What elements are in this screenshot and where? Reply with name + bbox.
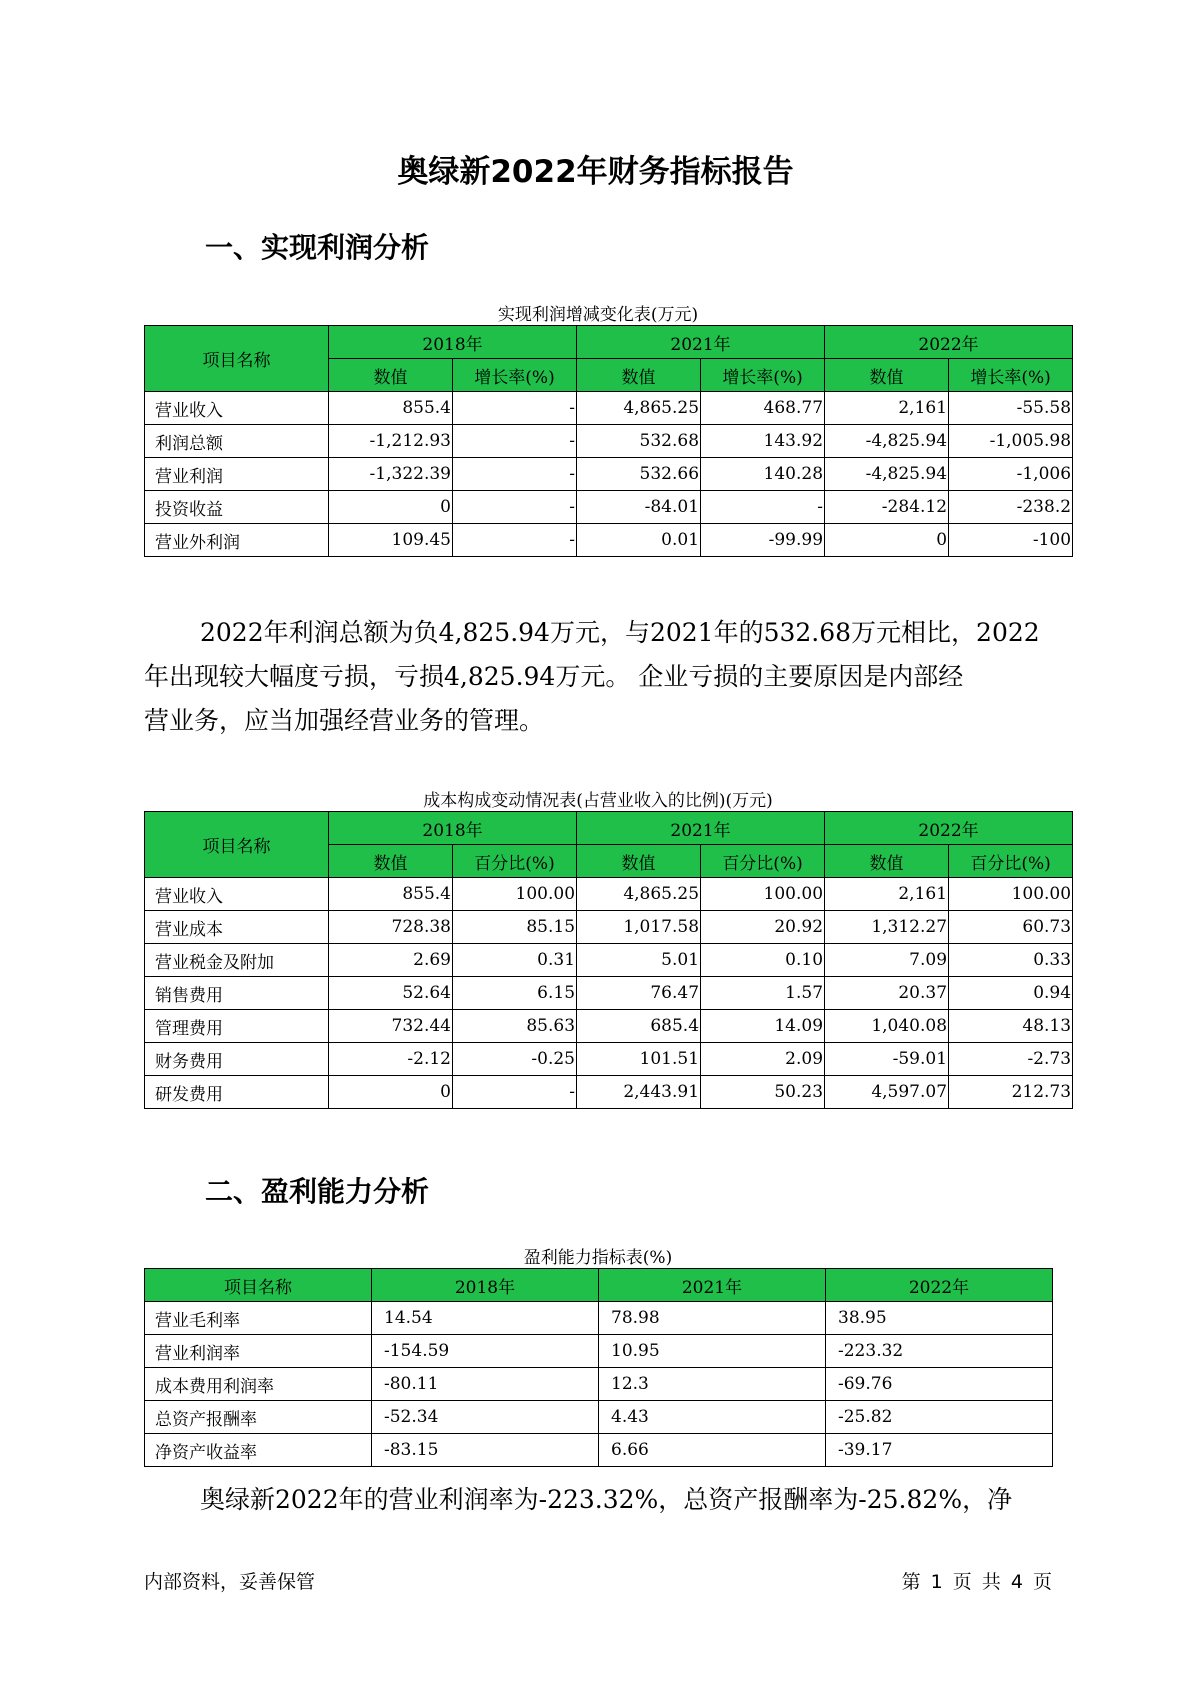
value-cell: 4,865.25: [577, 878, 701, 911]
row-label-cell: 销售费用: [145, 977, 329, 1010]
paragraph-line: 年出现较大幅度亏损，亏损4,825.94万元。 企业亏损的主要原因是内部经: [144, 662, 964, 691]
value-cell: 1,040.08: [825, 1010, 949, 1043]
value-cell: 0: [329, 491, 453, 524]
value-cell: 14.09: [701, 1010, 825, 1043]
row-label-cell: 管理费用: [145, 1010, 329, 1043]
section-heading-profitability: 二、盈利能力分析: [205, 1175, 430, 1208]
value-cell: -223.32: [826, 1335, 1053, 1368]
value-cell: -154.59: [372, 1335, 599, 1368]
value-cell: 5.01: [577, 944, 701, 977]
value-cell: 4,597.07: [825, 1076, 949, 1109]
table-row: [145, 1010, 1073, 1043]
value-cell: 85.15: [453, 911, 577, 944]
value-cell: 4.43: [599, 1401, 826, 1434]
row-label-cell: 营业成本: [145, 911, 329, 944]
row-label-cell: 总资产报酬率: [145, 1401, 372, 1434]
value-cell: 532.66: [577, 458, 701, 491]
header-year: 2021年: [599, 1269, 826, 1302]
row-label-cell: 财务费用: [145, 1043, 329, 1076]
table-row: [145, 944, 1073, 977]
value-cell: -: [453, 425, 577, 458]
value-cell: -69.76: [826, 1368, 1053, 1401]
header-percentage: 百分比(%): [949, 845, 1073, 878]
row-label-cell: 营业利润: [145, 458, 329, 491]
value-cell: -2.73: [949, 1043, 1073, 1076]
paragraph-line: 营业务，应当加强经营业务的管理。: [144, 706, 545, 735]
header-percentage: 百分比(%): [701, 845, 825, 878]
header-value: 数值: [825, 845, 949, 878]
value-cell: 0: [329, 1076, 453, 1109]
value-cell: 0.33: [949, 944, 1073, 977]
value-cell: 0.10: [701, 944, 825, 977]
value-cell: -: [453, 458, 577, 491]
row-label-cell: 营业利润率: [145, 1335, 372, 1368]
value-cell: 100.00: [701, 878, 825, 911]
row-label-cell: 营业收入: [145, 878, 329, 911]
table3-caption: 盈利能力指标表(%): [523, 1248, 673, 1268]
value-cell: 14.54: [372, 1302, 599, 1335]
profit-change-table: [144, 325, 1073, 557]
value-cell: 20.92: [701, 911, 825, 944]
table-row: [145, 1302, 1053, 1335]
footer-confidential-note: 内部资料，妥善保管: [144, 1571, 316, 1593]
value-cell: 728.38: [329, 911, 453, 944]
value-cell: -84.01: [577, 491, 701, 524]
value-cell: 143.92: [701, 425, 825, 458]
row-label-cell: 营业外利润: [145, 524, 329, 557]
header-item-name: 项目名称: [145, 812, 329, 878]
header-value: 数值: [577, 359, 701, 392]
value-cell: 855.4: [329, 392, 453, 425]
value-cell: -1,005.98: [949, 425, 1073, 458]
table-row: [145, 524, 1073, 557]
value-cell: -4,825.94: [825, 458, 949, 491]
value-cell: -0.25: [453, 1043, 577, 1076]
value-cell: 2.09: [701, 1043, 825, 1076]
header-growth-rate: 增长率(%): [949, 359, 1073, 392]
value-cell: 0.01: [577, 524, 701, 557]
profit-analysis-paragraph: [144, 611, 1074, 743]
value-cell: 685.4: [577, 1010, 701, 1043]
header-value: 数值: [329, 359, 453, 392]
value-cell: 2.69: [329, 944, 453, 977]
value-cell: 855.4: [329, 878, 453, 911]
value-cell: 78.98: [599, 1302, 826, 1335]
profitability-table: [144, 1268, 1053, 1467]
value-cell: 1.57: [701, 977, 825, 1010]
value-cell: -1,006: [949, 458, 1073, 491]
table-row: [145, 1043, 1073, 1076]
table-row: [145, 392, 1073, 425]
cost-structure-table: [144, 811, 1073, 1109]
table-row: [145, 878, 1073, 911]
value-cell: -: [453, 491, 577, 524]
value-cell: -25.82: [826, 1401, 1053, 1434]
table2-caption: 成本构成变动情况表(占营业收入的比例)(万元): [423, 791, 773, 811]
value-cell: 52.64: [329, 977, 453, 1010]
value-cell: 0.94: [949, 977, 1073, 1010]
value-cell: -4,825.94: [825, 425, 949, 458]
value-cell: 212.73: [949, 1076, 1073, 1109]
table-row: [145, 911, 1073, 944]
value-cell: 6.15: [453, 977, 577, 1010]
header-year: 2022年: [825, 812, 1073, 845]
value-cell: -39.17: [826, 1434, 1053, 1467]
page-title: 奥绿新2022年财务指标报告: [397, 154, 794, 190]
table-row: [145, 1368, 1053, 1401]
header-year: 2018年: [372, 1269, 599, 1302]
table1-caption: 实现利润增减变化表(万元): [497, 305, 699, 325]
row-label-cell: 投资收益: [145, 491, 329, 524]
value-cell: -1,322.39: [329, 458, 453, 491]
value-cell: -99.99: [701, 524, 825, 557]
value-cell: 7.09: [825, 944, 949, 977]
value-cell: -284.12: [825, 491, 949, 524]
value-cell: -52.34: [372, 1401, 599, 1434]
value-cell: 38.95: [826, 1302, 1053, 1335]
value-cell: 732.44: [329, 1010, 453, 1043]
value-cell: 1,017.58: [577, 911, 701, 944]
value-cell: 100.00: [949, 878, 1073, 911]
header-percentage: 百分比(%): [453, 845, 577, 878]
value-cell: 532.68: [577, 425, 701, 458]
header-growth-rate: 增长率(%): [701, 359, 825, 392]
header-growth-rate: 增长率(%): [453, 359, 577, 392]
header-value: 数值: [577, 845, 701, 878]
header-year: 2018年: [329, 326, 577, 359]
value-cell: 101.51: [577, 1043, 701, 1076]
value-cell: -: [453, 1076, 577, 1109]
header-year: 2018年: [329, 812, 577, 845]
table-row: [145, 458, 1073, 491]
value-cell: 1,312.27: [825, 911, 949, 944]
row-label-cell: 成本费用利润率: [145, 1368, 372, 1401]
value-cell: 76.47: [577, 977, 701, 1010]
value-cell: 0: [825, 524, 949, 557]
value-cell: 6.66: [599, 1434, 826, 1467]
value-cell: 10.95: [599, 1335, 826, 1368]
table2-body: [145, 878, 1073, 1109]
value-cell: -55.58: [949, 392, 1073, 425]
value-cell: 20.37: [825, 977, 949, 1010]
header-year: 2021年: [577, 326, 825, 359]
value-cell: -100: [949, 524, 1073, 557]
value-cell: -: [453, 392, 577, 425]
header-year: 2021年: [577, 812, 825, 845]
value-cell: 85.63: [453, 1010, 577, 1043]
value-cell: 140.28: [701, 458, 825, 491]
table-row: [145, 1335, 1053, 1368]
value-cell: 0.31: [453, 944, 577, 977]
header-value: 数值: [825, 359, 949, 392]
header-value: 数值: [329, 845, 453, 878]
value-cell: 12.3: [599, 1368, 826, 1401]
header-year: 2022年: [826, 1269, 1053, 1302]
row-label-cell: 营业收入: [145, 392, 329, 425]
value-cell: 109.45: [329, 524, 453, 557]
value-cell: -83.15: [372, 1434, 599, 1467]
row-label-cell: 研发费用: [145, 1076, 329, 1109]
value-cell: -59.01: [825, 1043, 949, 1076]
value-cell: 4,865.25: [577, 392, 701, 425]
value-cell: -: [701, 491, 825, 524]
row-label-cell: 营业税金及附加: [145, 944, 329, 977]
value-cell: 2,161: [825, 392, 949, 425]
footer-page-number: 第 1 页 共 4 页: [901, 1571, 1052, 1593]
table-row: [145, 1401, 1053, 1434]
table-row: [145, 1076, 1073, 1109]
table1-body: [145, 392, 1073, 557]
table-row: [145, 1434, 1053, 1467]
table-row: [145, 491, 1073, 524]
value-cell: -1,212.93: [329, 425, 453, 458]
table-row: [145, 425, 1073, 458]
header-item-name: 项目名称: [145, 326, 329, 392]
row-label-cell: 营业毛利率: [145, 1302, 372, 1335]
value-cell: 2,161: [825, 878, 949, 911]
value-cell: -2.12: [329, 1043, 453, 1076]
value-cell: 2,443.91: [577, 1076, 701, 1109]
table-row: [145, 977, 1073, 1010]
value-cell: 100.00: [453, 878, 577, 911]
row-label-cell: 利润总额: [145, 425, 329, 458]
paragraph-line: 2022年利润总额为负4,825.94万元，与2021年的532.68万元相比，2022: [200, 618, 1040, 647]
header-year: 2022年: [825, 326, 1073, 359]
value-cell: -: [453, 524, 577, 557]
value-cell: -238.2: [949, 491, 1073, 524]
value-cell: 468.77: [701, 392, 825, 425]
value-cell: 48.13: [949, 1010, 1073, 1043]
value-cell: -80.11: [372, 1368, 599, 1401]
profitability-paragraph: 奥绿新2022年的营业利润率为-223.32%，总资产报酬率为-25.82%，净: [200, 1485, 1013, 1514]
row-label-cell: 净资产收益率: [145, 1434, 372, 1467]
value-cell: 60.73: [949, 911, 1073, 944]
table3-body: [145, 1302, 1053, 1467]
header-item-name: 项目名称: [145, 1269, 372, 1302]
value-cell: 50.23: [701, 1076, 825, 1109]
section-heading-profit: 一、实现利润分析: [205, 231, 430, 264]
